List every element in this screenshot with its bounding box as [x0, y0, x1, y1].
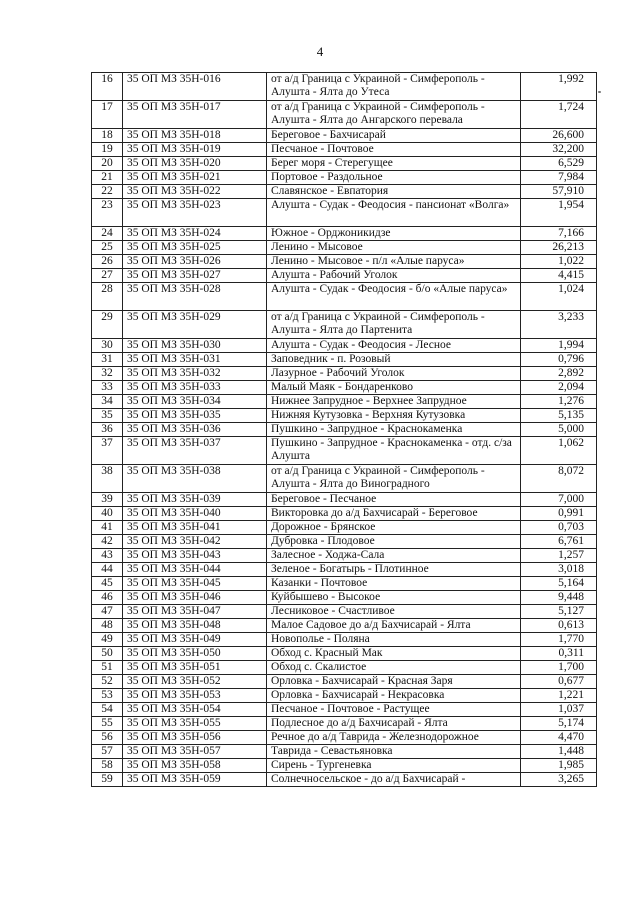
road-length-cell: 1,276	[521, 395, 597, 409]
road-length-cell: 26,213	[521, 241, 597, 255]
road-code-cell: 35 ОП МЗ 35Н-016	[123, 73, 267, 101]
road-name-cell: Сирень - Тургеневка	[267, 759, 521, 773]
table-row	[92, 241, 597, 255]
road-length-cell: 9,448	[521, 591, 597, 605]
table-row	[92, 311, 597, 339]
row-number-cell: 51	[92, 661, 123, 675]
row-number-cell: 39	[92, 493, 123, 507]
road-length-cell: 7,984	[521, 171, 597, 185]
table-row	[92, 437, 597, 465]
row-number-cell: 50	[92, 647, 123, 661]
row-number-cell: 44	[92, 563, 123, 577]
road-length-cell: 6,529	[521, 157, 597, 171]
row-number-cell: 17	[92, 101, 123, 129]
road-code-cell: 35 ОП МЗ 35Н-035	[123, 409, 267, 423]
roads-table-body	[92, 73, 597, 787]
road-code-cell: 35 ОП МЗ 35Н-030	[123, 339, 267, 353]
table-row	[92, 199, 597, 227]
road-length-cell: 4,470	[521, 731, 597, 745]
row-number-cell: 22	[92, 185, 123, 199]
table-row	[92, 395, 597, 409]
table-row	[92, 367, 597, 381]
row-number-cell: 21	[92, 171, 123, 185]
row-number-cell: 26	[92, 255, 123, 269]
road-length-cell: 5,000	[521, 423, 597, 437]
table-row	[92, 745, 597, 759]
road-length-cell: 57,910	[521, 185, 597, 199]
road-name-cell: Солнечносельское - до а/д Бахчисарай -	[267, 773, 521, 787]
row-number-cell: 28	[92, 283, 123, 311]
road-code-cell: 35 ОП МЗ 35Н-051	[123, 661, 267, 675]
road-name-cell: Обход с. Красный Мак	[267, 647, 521, 661]
road-code-cell: 35 ОП МЗ 35Н-037	[123, 437, 267, 465]
road-name-cell: от а/д Граница с Украиной - Симферополь - Алушта - Ялта до Виноградного	[267, 465, 521, 493]
road-code-cell: 35 ОП МЗ 35Н-049	[123, 633, 267, 647]
table-row	[92, 577, 597, 591]
road-length-cell: 1,985	[521, 759, 597, 773]
road-length-cell: 6,761	[521, 535, 597, 549]
road-length-cell: 1,992	[521, 73, 597, 101]
roads-table	[91, 72, 597, 787]
road-code-cell: 35 ОП МЗ 35Н-056	[123, 731, 267, 745]
table-row	[92, 283, 597, 311]
row-number-cell: 54	[92, 703, 123, 717]
row-number-cell: 18	[92, 129, 123, 143]
road-code-cell: 35 ОП МЗ 35Н-055	[123, 717, 267, 731]
row-number-cell: 45	[92, 577, 123, 591]
road-length-cell: 1,448	[521, 745, 597, 759]
road-name-cell: Алушта - Рабочий Уголок	[267, 269, 521, 283]
road-code-cell: 35 ОП МЗ 35Н-024	[123, 227, 267, 241]
road-code-cell: 35 ОП МЗ 35Н-038	[123, 465, 267, 493]
road-code-cell: 35 ОП МЗ 35Н-057	[123, 745, 267, 759]
table-row	[92, 731, 597, 745]
road-length-cell: 7,000	[521, 493, 597, 507]
road-name-cell: Дубровка - Плодовое	[267, 535, 521, 549]
road-code-cell: 35 ОП МЗ 35Н-054	[123, 703, 267, 717]
road-name-cell: Алушта - Судак - Феодосия - б/о «Алые паруса»	[267, 283, 521, 311]
road-name-cell: Лесниковое - Счастливое	[267, 605, 521, 619]
road-length-cell: 3,018	[521, 563, 597, 577]
road-code-cell: 35 ОП МЗ 35Н-044	[123, 563, 267, 577]
road-code-cell: 35 ОП МЗ 35Н-025	[123, 241, 267, 255]
road-name-cell: Викторовка до а/д Бахчисарай - Береговое	[267, 507, 521, 521]
road-name-cell: Подлесное до а/д Бахчисарай - Ялта	[267, 717, 521, 731]
table-row	[92, 563, 597, 577]
row-number-cell: 46	[92, 591, 123, 605]
road-length-cell: 0,677	[521, 675, 597, 689]
table-row	[92, 675, 597, 689]
road-name-cell: Казанки - Почтовое	[267, 577, 521, 591]
row-number-cell: 29	[92, 311, 123, 339]
road-length-cell: 5,135	[521, 409, 597, 423]
row-number-cell: 48	[92, 619, 123, 633]
table-row	[92, 689, 597, 703]
row-number-cell: 59	[92, 773, 123, 787]
road-length-cell: 1,700	[521, 661, 597, 675]
row-number-cell: 47	[92, 605, 123, 619]
row-number-cell: 56	[92, 731, 123, 745]
row-number-cell: 43	[92, 549, 123, 563]
table-row	[92, 661, 597, 675]
road-length-cell: 1,062	[521, 437, 597, 465]
road-length-cell: 1,221	[521, 689, 597, 703]
road-code-cell: 35 ОП МЗ 35Н-050	[123, 647, 267, 661]
row-number-cell: 42	[92, 535, 123, 549]
road-code-cell: 35 ОП МЗ 35Н-047	[123, 605, 267, 619]
row-number-cell: 25	[92, 241, 123, 255]
row-number-cell: 55	[92, 717, 123, 731]
road-name-cell: Пушкино - Запрудное - Краснокаменка	[267, 423, 521, 437]
road-name-cell: Ленино - Мысовое	[267, 241, 521, 255]
road-name-cell: Залесное - Ходжа-Сала	[267, 549, 521, 563]
table-row	[92, 353, 597, 367]
road-length-cell: 26,600	[521, 129, 597, 143]
row-number-cell: 38	[92, 465, 123, 493]
road-code-cell: 35 ОП МЗ 35Н-033	[123, 381, 267, 395]
row-number-cell: 35	[92, 409, 123, 423]
row-number-cell: 19	[92, 143, 123, 157]
page-number: 4	[316, 44, 324, 59]
road-length-cell: 1,257	[521, 549, 597, 563]
road-code-cell: 35 ОП МЗ 35Н-034	[123, 395, 267, 409]
road-code-cell: 35 ОП МЗ 35Н-041	[123, 521, 267, 535]
road-code-cell: 35 ОП МЗ 35Н-046	[123, 591, 267, 605]
road-length-cell: 2,094	[521, 381, 597, 395]
road-code-cell: 35 ОП МЗ 35Н-020	[123, 157, 267, 171]
road-name-cell: Береговое - Песчаное	[267, 493, 521, 507]
road-name-cell: Обход с. Скалистое	[267, 661, 521, 675]
road-name-cell: Песчаное - Почтовое	[267, 143, 521, 157]
table-row	[92, 73, 597, 101]
table-row	[92, 409, 597, 423]
table-row	[92, 549, 597, 563]
table-row	[92, 759, 597, 773]
road-code-cell: 35 ОП МЗ 35Н-045	[123, 577, 267, 591]
road-length-cell: 0,796	[521, 353, 597, 367]
table-row	[92, 605, 597, 619]
road-name-cell: Речное до а/д Таврида - Железнодорожное	[267, 731, 521, 745]
road-name-cell: Пушкино - Запрудное - Краснокаменка - отд. с/за Алушта	[267, 437, 521, 465]
road-name-cell: Орловка - Бахчисарай - Некрасовка	[267, 689, 521, 703]
table-row	[92, 493, 597, 507]
row-number-cell: 53	[92, 689, 123, 703]
road-length-cell: 8,072	[521, 465, 597, 493]
table-row	[92, 381, 597, 395]
row-number-cell: 37	[92, 437, 123, 465]
road-name-cell: Песчаное - Почтовое - Растущее	[267, 703, 521, 717]
row-number-cell: 31	[92, 353, 123, 367]
road-name-cell: Новополье - Поляна	[267, 633, 521, 647]
road-code-cell: 35 ОП МЗ 35Н-023	[123, 199, 267, 227]
road-name-cell: Алушта - Судак - Феодосия - пансионат «Волга»	[267, 199, 521, 227]
road-code-cell: 35 ОП МЗ 35Н-039	[123, 493, 267, 507]
row-number-cell: 33	[92, 381, 123, 395]
road-name-cell: Лазурное - Рабочий Уголок	[267, 367, 521, 381]
road-name-cell: Заповедник - п. Розовый	[267, 353, 521, 367]
road-code-cell: 35 ОП МЗ 35Н-053	[123, 689, 267, 703]
road-length-cell: 1,770	[521, 633, 597, 647]
road-code-cell: 35 ОП МЗ 35Н-052	[123, 675, 267, 689]
road-name-cell: Славянское - Евпатория	[267, 185, 521, 199]
table-row	[92, 143, 597, 157]
road-code-cell: 35 ОП МЗ 35Н-028	[123, 283, 267, 311]
road-name-cell: от а/д Граница с Украиной - Симферополь - Алушта - Ялта до Ангарского перевала	[267, 101, 521, 129]
table-row	[92, 185, 597, 199]
road-name-cell: Южное - Орджоникидзе	[267, 227, 521, 241]
row-number-cell: 34	[92, 395, 123, 409]
table-row	[92, 171, 597, 185]
table-row	[92, 619, 597, 633]
table-row	[92, 647, 597, 661]
road-code-cell: 35 ОП МЗ 35Н-021	[123, 171, 267, 185]
road-code-cell: 35 ОП МЗ 35Н-018	[123, 129, 267, 143]
road-length-cell: 0,703	[521, 521, 597, 535]
row-number-cell: 16	[92, 73, 123, 101]
road-length-cell: 7,166	[521, 227, 597, 241]
table-row	[92, 717, 597, 731]
road-code-cell: 35 ОП МЗ 35Н-022	[123, 185, 267, 199]
row-number-cell: 52	[92, 675, 123, 689]
road-code-cell: 35 ОП МЗ 35Н-040	[123, 507, 267, 521]
scan-mark	[598, 91, 601, 93]
road-length-cell: 0,613	[521, 619, 597, 633]
road-length-cell: 4,415	[521, 269, 597, 283]
road-code-cell: 35 ОП МЗ 35Н-058	[123, 759, 267, 773]
road-length-cell: 3,233	[521, 311, 597, 339]
row-number-cell: 30	[92, 339, 123, 353]
row-number-cell: 57	[92, 745, 123, 759]
table-row	[92, 269, 597, 283]
road-name-cell: Портовое - Раздольное	[267, 171, 521, 185]
road-name-cell: Таврида - Севастьяновка	[267, 745, 521, 759]
row-number-cell: 36	[92, 423, 123, 437]
road-length-cell: 1,994	[521, 339, 597, 353]
road-code-cell: 35 ОП МЗ 35Н-017	[123, 101, 267, 129]
row-number-cell: 20	[92, 157, 123, 171]
row-number-cell: 23	[92, 199, 123, 227]
road-length-cell: 2,892	[521, 367, 597, 381]
road-length-cell: 1,024	[521, 283, 597, 311]
road-code-cell: 35 ОП МЗ 35Н-027	[123, 269, 267, 283]
road-length-cell: 1,724	[521, 101, 597, 129]
table-row	[92, 535, 597, 549]
road-code-cell: 35 ОП МЗ 35Н-043	[123, 549, 267, 563]
road-name-cell: Нижняя Кутузовка - Верхняя Кутузовка	[267, 409, 521, 423]
road-code-cell: 35 ОП МЗ 35Н-029	[123, 311, 267, 339]
road-length-cell: 5,164	[521, 577, 597, 591]
table-row	[92, 773, 597, 787]
table-row	[92, 339, 597, 353]
road-name-cell: Берег моря - Стерегущее	[267, 157, 521, 171]
table-row	[92, 521, 597, 535]
road-name-cell: Алушта - Судак - Феодосия - Лесное	[267, 339, 521, 353]
road-code-cell: 35 ОП МЗ 35Н-036	[123, 423, 267, 437]
row-number-cell: 58	[92, 759, 123, 773]
road-code-cell: 35 ОП МЗ 35Н-026	[123, 255, 267, 269]
road-length-cell: 1,954	[521, 199, 597, 227]
road-name-cell: Дорожное - Брянское	[267, 521, 521, 535]
table-row	[92, 591, 597, 605]
road-code-cell: 35 ОП МЗ 35Н-031	[123, 353, 267, 367]
row-number-cell: 41	[92, 521, 123, 535]
road-code-cell: 35 ОП МЗ 35Н-042	[123, 535, 267, 549]
table-row	[92, 101, 597, 129]
row-number-cell: 27	[92, 269, 123, 283]
road-code-cell: 35 ОП МЗ 35Н-059	[123, 773, 267, 787]
table-row	[92, 255, 597, 269]
road-length-cell: 3,265	[521, 773, 597, 787]
road-code-cell: 35 ОП МЗ 35Н-032	[123, 367, 267, 381]
road-length-cell: 32,200	[521, 143, 597, 157]
road-name-cell: Нижнее Запрудное - Верхнее Запрудное	[267, 395, 521, 409]
road-code-cell: 35 ОП МЗ 35Н-048	[123, 619, 267, 633]
road-length-cell: 0,991	[521, 507, 597, 521]
table-row	[92, 465, 597, 493]
table-row	[92, 423, 597, 437]
road-length-cell: 5,127	[521, 605, 597, 619]
road-length-cell: 1,022	[521, 255, 597, 269]
road-name-cell: Ленино - Мысовое - п/л «Алые паруса»	[267, 255, 521, 269]
row-number-cell: 40	[92, 507, 123, 521]
row-number-cell: 49	[92, 633, 123, 647]
road-name-cell: Береговое - Бахчисарай	[267, 129, 521, 143]
table-row	[92, 129, 597, 143]
road-name-cell: Малый Маяк - Бондаренково	[267, 381, 521, 395]
table-row	[92, 703, 597, 717]
road-name-cell: Куйбышево - Высокое	[267, 591, 521, 605]
road-length-cell: 1,037	[521, 703, 597, 717]
road-name-cell: Орловка - Бахчисарай - Красная Заря	[267, 675, 521, 689]
road-code-cell: 35 ОП МЗ 35Н-019	[123, 143, 267, 157]
row-number-cell: 24	[92, 227, 123, 241]
road-length-cell: 0,311	[521, 647, 597, 661]
table-row	[92, 227, 597, 241]
road-length-cell: 5,174	[521, 717, 597, 731]
road-name-cell: Малое Садовое до а/д Бахчисарай - Ялта	[267, 619, 521, 633]
table-row	[92, 633, 597, 647]
road-name-cell: Зеленое - Богатырь - Плотинное	[267, 563, 521, 577]
table-row	[92, 507, 597, 521]
road-name-cell: от а/д Граница с Украиной - Симферополь - Алушта - Ялта до Партенита	[267, 311, 521, 339]
row-number-cell: 32	[92, 367, 123, 381]
road-name-cell: от а/д Граница с Украиной - Симферополь - Алушта - Ялта до Утеса	[267, 73, 521, 101]
table-row	[92, 157, 597, 171]
